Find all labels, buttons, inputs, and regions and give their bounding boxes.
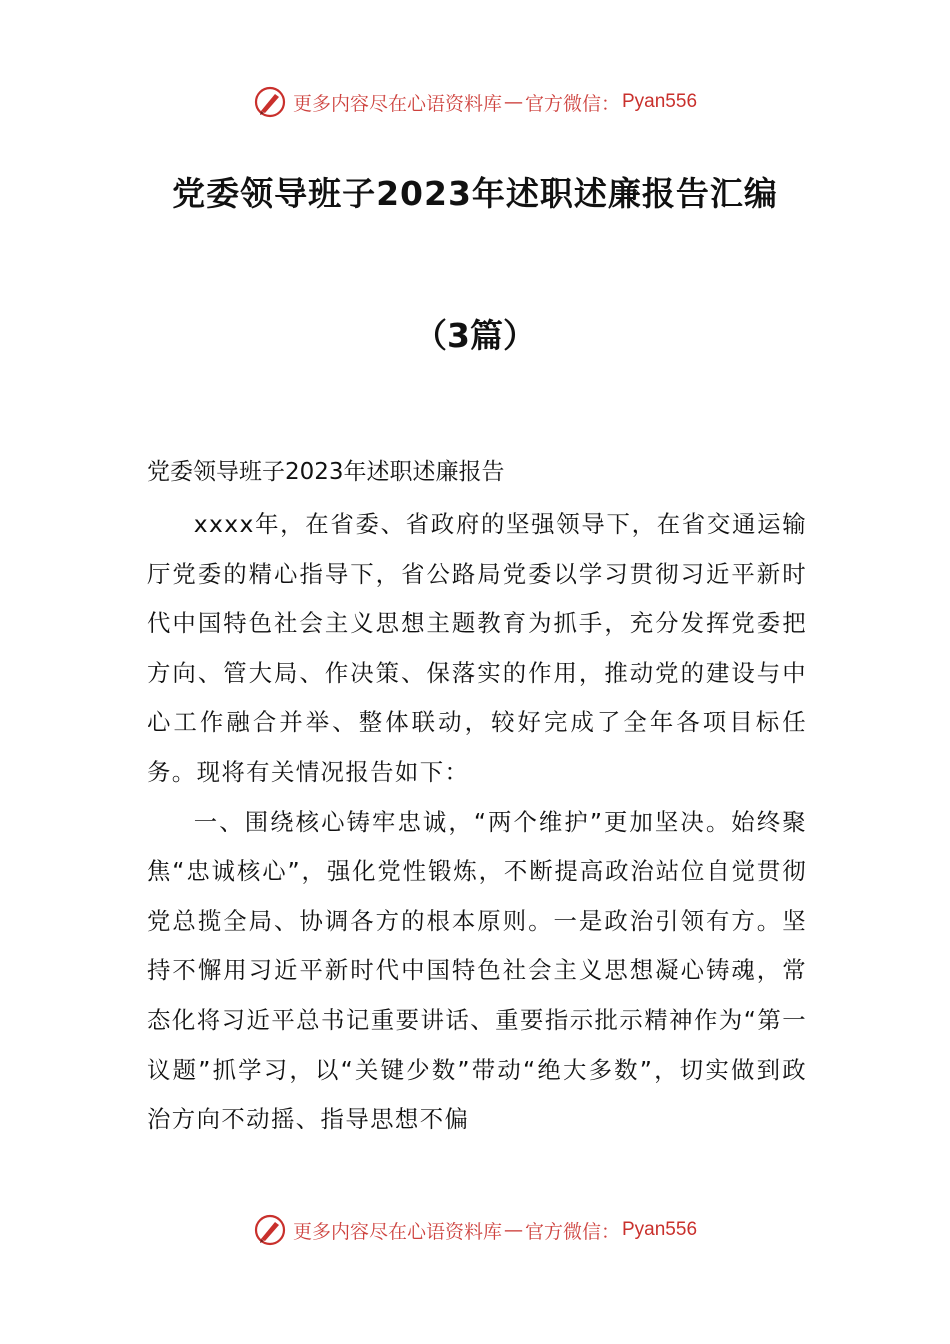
watermark-separator: — — [503, 1219, 523, 1241]
footer-watermark — [0, 1210, 950, 1250]
pen-logo-icon — [253, 85, 287, 119]
watermark-label: 官方微信： — [524, 92, 620, 115]
section-heading: 党委领导班子2023年述职述廉报告 — [147, 459, 505, 485]
watermark-separator: — — [503, 91, 523, 113]
document-title: 党委领导班子2023年述职述廉报告汇编 — [172, 174, 778, 213]
paragraph-intro: xxxx年，在省委、省政府的坚强领导下，在省交通运输厅党委的精心指导下，省公路局党委以学习贯彻习近平新时代中国特色社会主义思想主题教育为抓手，充分发挥党委把方向、管大局、作决策、保落实的作用，推动党的建设与中心工作融合并举、整体联动，较好完成了全年各项目标任务。现将有关情况报告如下： — [147, 510, 807, 786]
watermark-text: 更多内容尽在心语资料库 — [292, 92, 502, 115]
watermark-wechat-id: Pyan556 — [622, 91, 698, 112]
paragraph-section-one: 一、围绕核心铸牢忠诚，“两个维护”更加坚决。始终聚焦“忠诚核心”，强化党性锻炼，不断提高政治站位自觉贯彻党总揽全局、协调各方的根本原则。一是政治引领有方。坚持不懈用习近平新时代中国特色社会主义思想凝心铸魂，常态化将习近平总书记重要讲话、重要指示批示精神作为“第一议题”抓学习，以“关键少数”带动“绝大多数”，切实做到政治方向不动摇、指导思想不偏 — [147, 807, 807, 1134]
watermark-text: 更多内容尽在心语资料库 — [292, 1220, 502, 1243]
body-text — [147, 500, 807, 1145]
document-count: （3篇） — [414, 316, 536, 355]
header-watermark — [0, 82, 950, 122]
watermark-wechat-id: Pyan556 — [622, 1219, 698, 1240]
pen-logo-icon — [253, 1213, 287, 1247]
watermark-label: 官方微信： — [524, 1220, 620, 1243]
